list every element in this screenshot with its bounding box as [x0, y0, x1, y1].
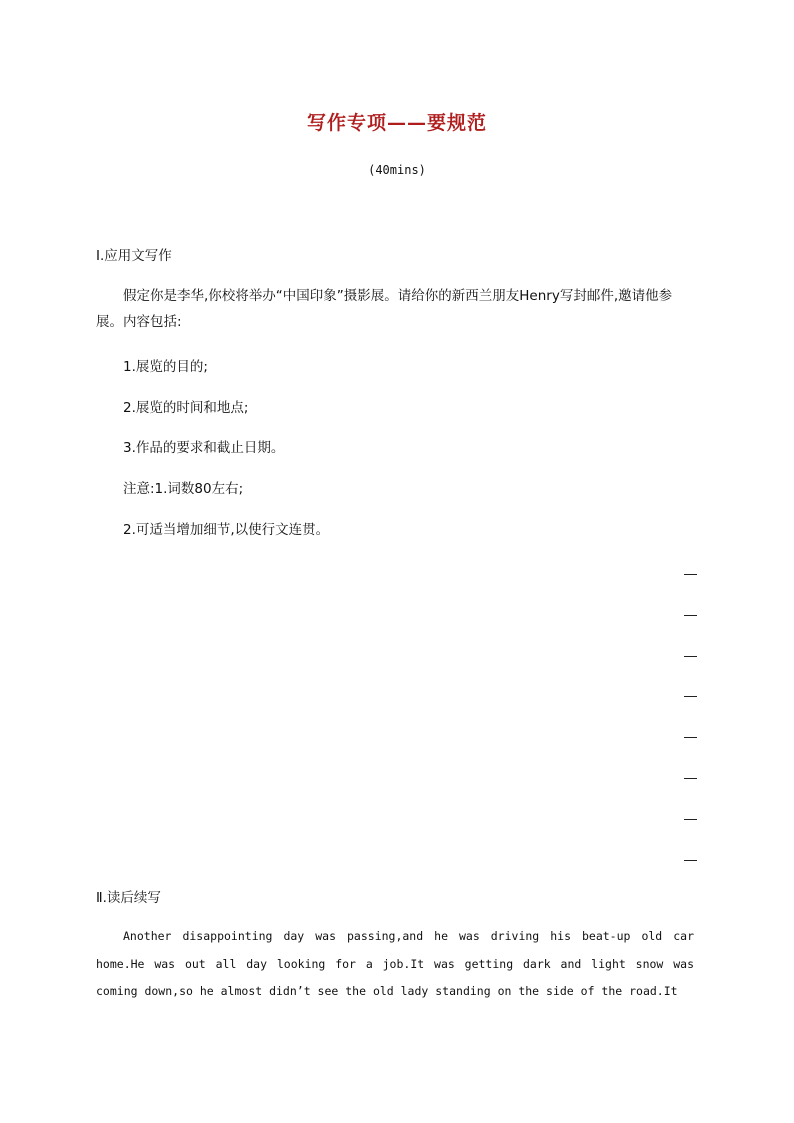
answer-line [684, 737, 697, 738]
note-word-count: 注意:1.词数80左右; [123, 481, 244, 497]
section-1-heading: Ⅰ.应用文写作 [96, 248, 172, 264]
section-2-heading: Ⅱ.读后续写 [96, 890, 161, 906]
answer-line [684, 656, 697, 657]
page-title: 写作专项——要规范 [306, 112, 487, 134]
answer-line [684, 819, 697, 820]
requirement-item-3: 3.作品的要求和截止日期。 [123, 440, 285, 456]
note-details: 2.可适当增加细节,以使行文连贯。 [123, 522, 330, 538]
requirement-item-2: 2.展览的时间和地点; [123, 400, 249, 416]
section-1-prompt: 假定你是李华,你校将举办“中国印象”摄影展。请给你的新西兰朋友Henry写封邮件,邀请他参展。内容包括: [96, 288, 673, 330]
answer-line [684, 696, 697, 697]
answer-line [684, 574, 697, 575]
answer-line [684, 860, 697, 861]
answer-line [684, 615, 697, 616]
answer-line [684, 778, 697, 779]
requirement-item-1: 1.展览的目的; [123, 359, 208, 375]
time-limit: (40mins) [368, 163, 426, 177]
reading-passage: Another disappointing day was passing,and he was driving his beat-up old car home.He was out all day looking for a job.It was getting dark and light snow was coming down,so he almost didn’t see the old lady standing on the side of the road.It [96, 929, 694, 998]
